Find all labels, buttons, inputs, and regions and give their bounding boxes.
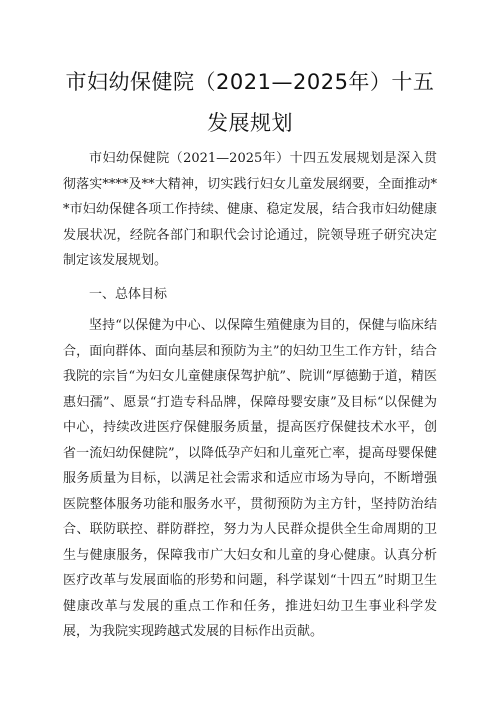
document-body [63, 146, 437, 645]
section-paragraph: 坚持“以保健为中心、以保障生殖健康为目的，保健与临床结合，面向群体、面向基层和预防为主”的妇幼卫生工作方针，结合我院的宗旨“为妇女儿童健康保驾护航”、院训“厚德勤于道，精医惠妇孺”、愿景“打造专科品牌，保障母婴安康”及目标“以保健为中心，持续改进医疗保健服务质量，提高医疗保健技术水平，创省一流妇幼保健院”，以降低孕产妇和儿童死亡率，提高母婴保健服务质量为目标，以满足社会需求和适应市场为导向，不断增强医院整体服务功能和服务水平，贯彻预防为主方针，坚持防治结合、联防联控、群防群控，努力为人民群众提供全生命周期的卫生与健康服务，保障我市广大妇女和儿童的身心健康。认真分析医疗改革与发展面临的形势和问题，科学谋划“十四五”时期卫生健康改革与发展的重点工作和任务，推进妇幼卫生事业科学发展，为我院实现跨越式发展的目标作出贡献。 [63, 318, 437, 639]
intro-paragraph: 市妇幼保健院（2021—2025年）十四五发展规划是深入贯彻落实****及**大精神，切实践行妇女儿童发展纲要，全面推动**市妇幼保健各项工作持续、健康、稳定发展，结合我市妇幼健康发展状况，经院各部门和职代会讨论通过，院领导班子研究决定制定该发展规划。 [63, 151, 437, 268]
document-title-line-2: 发展规划 [207, 111, 293, 135]
section-heading: 一、总体目标 [89, 286, 168, 302]
document-title-line-1: 市妇幼保健院（2021—2025年）十五 [65, 70, 435, 94]
